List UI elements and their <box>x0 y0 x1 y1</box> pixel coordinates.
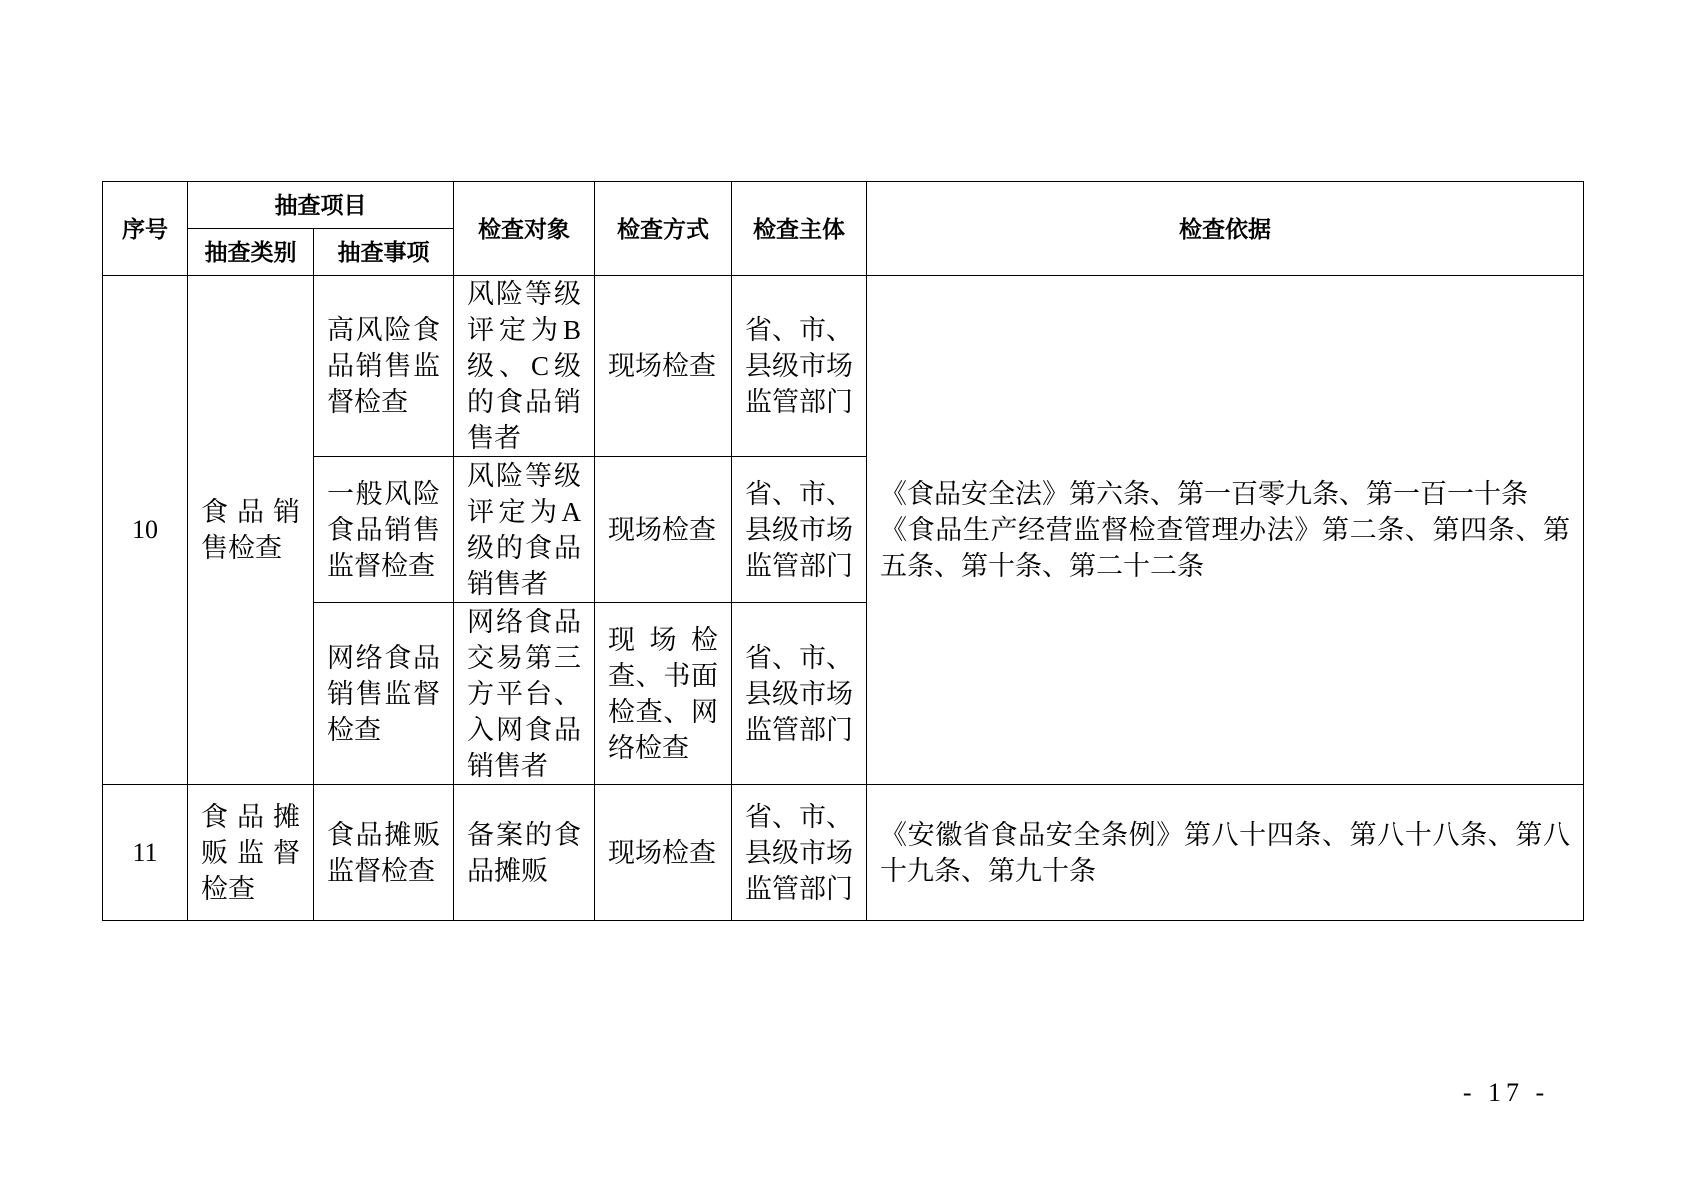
text-line: 食品销 <box>201 497 300 527</box>
text-line: 风险等级 <box>467 460 581 491</box>
text-line: 检查 <box>327 714 381 745</box>
page-number: - 17 - <box>1462 1078 1550 1107</box>
text-line: 交易第三 <box>467 642 581 673</box>
method-cell <box>595 603 732 785</box>
text-line: 十九条、第九十条 <box>880 855 1096 886</box>
text-line: 县级市场 <box>745 514 853 545</box>
matter-cell <box>314 603 454 785</box>
header-basis: 检查依据 <box>867 182 1584 276</box>
text-line: 《安徽省食品安全条例》第八十四条、第八十八条、第八 <box>880 819 1570 850</box>
method-cell <box>595 457 732 603</box>
text-line: 风险等级 <box>467 279 581 309</box>
text-line: 销售监督 <box>327 678 440 709</box>
text-line: 县级市场 <box>745 351 853 381</box>
text-line: 督检查 <box>327 387 408 417</box>
object-cell <box>454 457 595 603</box>
text-line: 的食品销 <box>467 387 581 417</box>
text-line: 监督检查 <box>327 550 435 581</box>
text-line: 《食品安全法》第六条、第一百零九条、第一百一十条 <box>880 479 1528 509</box>
text-line: 县级市场 <box>745 678 853 709</box>
text-line: 食品摊 <box>201 801 300 832</box>
text-line: 入网食品 <box>467 714 581 745</box>
header-category: 抽查类别 <box>188 229 314 276</box>
subject-cell <box>732 603 867 785</box>
text-line: 评定为B <box>467 315 581 345</box>
header-row <box>103 182 1584 229</box>
text-line: 评定为A <box>467 496 581 527</box>
text-line: 级、C级 <box>467 351 581 381</box>
subject-cell <box>732 276 867 457</box>
text-line: 现场检查 <box>608 351 716 381</box>
text-line: 监管部门 <box>745 873 853 904</box>
text-line: 食品摊贩 <box>327 819 440 850</box>
object-cell <box>454 603 595 785</box>
header-matter: 抽查事项 <box>314 229 454 276</box>
matter-cell <box>314 457 454 603</box>
basis-cell <box>867 785 1584 921</box>
text-line: 备案的食 <box>467 819 581 850</box>
text-line: 监管部门 <box>745 387 853 417</box>
text-line: 省、市、 <box>745 315 853 345</box>
header-subject: 检查主体 <box>732 182 867 276</box>
text-line: 级的食品 <box>467 532 581 563</box>
text-line: 现场检查 <box>608 514 716 545</box>
text-line: 销售者 <box>467 750 548 781</box>
text-line: 现场检查 <box>608 837 716 868</box>
header-seq: 序号 <box>103 182 188 276</box>
text-line: 品摊贩 <box>467 855 548 886</box>
category-cell <box>188 785 314 921</box>
object-cell <box>454 276 595 457</box>
method-cell <box>595 785 732 921</box>
text-line: 省、市、 <box>745 642 853 673</box>
text-line: 贩监督 <box>201 837 300 868</box>
text-line: 食品销售 <box>327 514 440 545</box>
matter-cell <box>314 276 454 457</box>
text-line: 五条、第十条、第二十二条 <box>880 551 1204 581</box>
text-line: 《食品生产经营监督检查管理办法》第二条、第四条、第 <box>880 515 1570 545</box>
subject-cell <box>732 785 867 921</box>
object-cell <box>454 785 595 921</box>
text-line: 网络食品 <box>327 642 440 673</box>
header-method: 检查方式 <box>595 182 732 276</box>
seq-cell: 11 <box>103 785 188 921</box>
text-line: 售者 <box>467 423 521 453</box>
text-line: 检查、网 <box>608 696 718 727</box>
text-line: 方平台、 <box>467 678 581 709</box>
text-line: 查、书面 <box>608 660 718 691</box>
table-row <box>103 785 1584 921</box>
text-line: 高风险食 <box>327 315 440 345</box>
table-row <box>103 276 1584 457</box>
text-line: 一般风险 <box>327 478 440 509</box>
text-line: 监督检查 <box>327 855 435 886</box>
text-line: 省、市、 <box>745 478 853 509</box>
text-line: 现场检 <box>608 624 718 655</box>
text-line: 网络食品 <box>467 606 581 637</box>
inspection-table <box>102 181 1584 921</box>
text-line: 县级市场 <box>745 837 853 868</box>
text-line: 检查 <box>201 873 255 904</box>
text-line: 品销售监 <box>327 351 440 381</box>
basis-cell <box>867 276 1584 785</box>
seq-cell: 10 <box>103 276 188 785</box>
text-line: 售检查 <box>201 533 282 563</box>
text-line: 销售者 <box>467 568 548 599</box>
text-line: 监管部门 <box>745 714 853 745</box>
text-line: 省、市、 <box>745 801 853 832</box>
matter-cell <box>314 785 454 921</box>
text-line: 络检查 <box>608 732 689 763</box>
category-cell <box>188 276 314 785</box>
method-cell <box>595 276 732 457</box>
header-object: 检查对象 <box>454 182 595 276</box>
text-line: 监管部门 <box>745 550 853 581</box>
header-item-group: 抽查项目 <box>188 182 454 229</box>
subject-cell <box>732 457 867 603</box>
